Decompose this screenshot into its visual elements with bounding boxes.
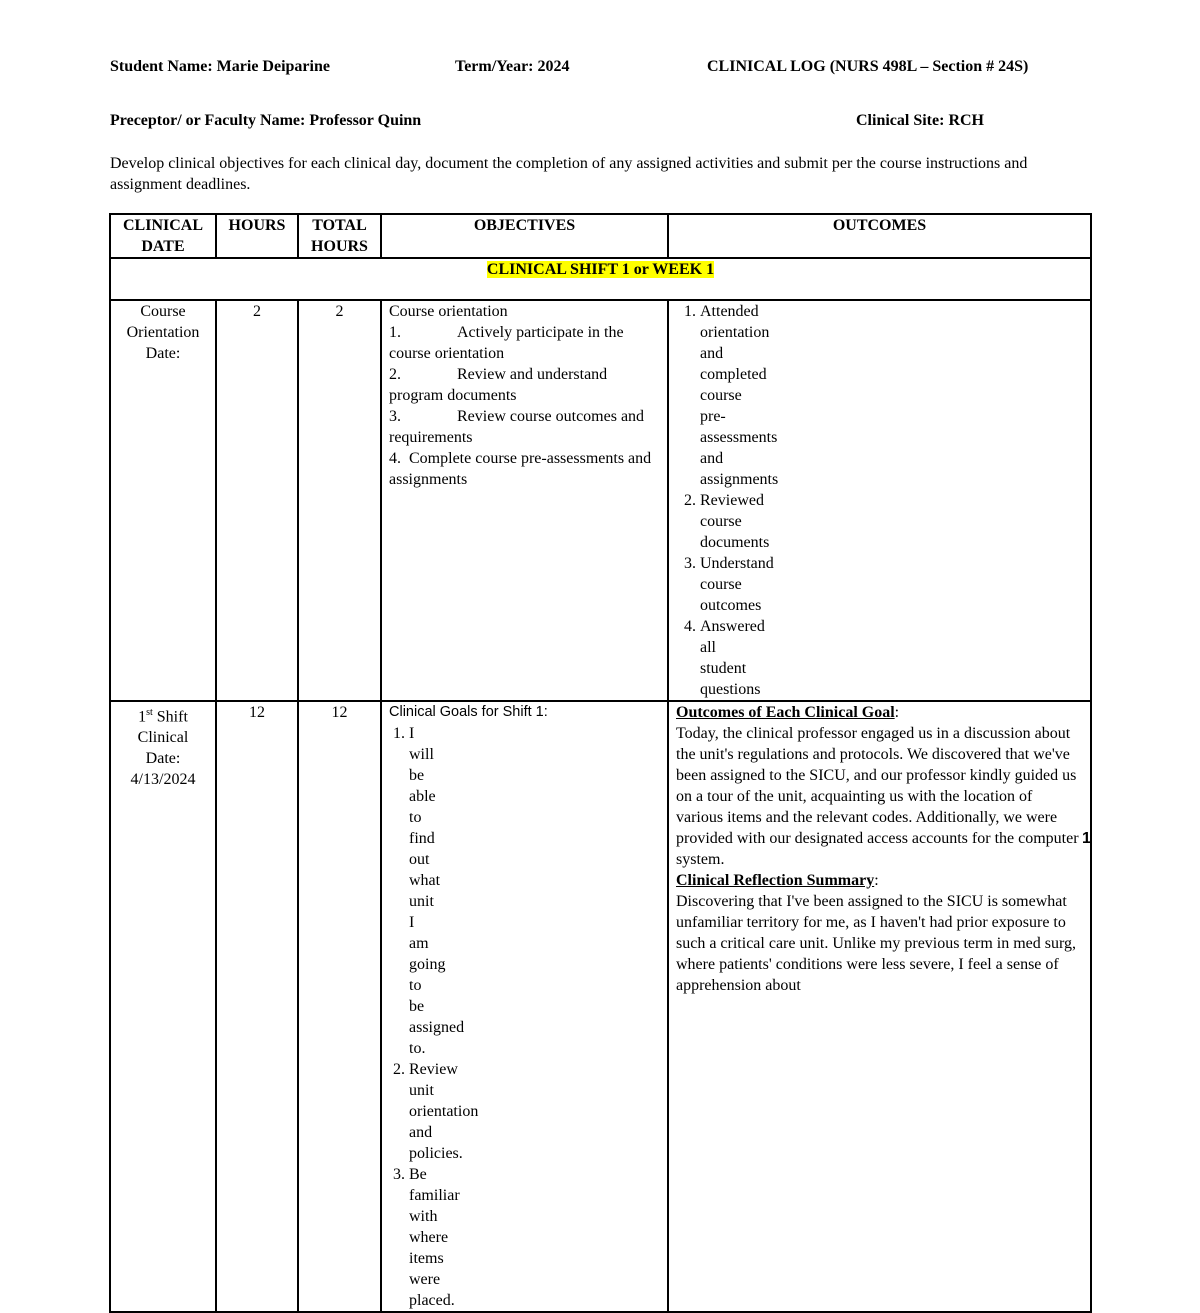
col-total-hours: TOTAL HOURS — [298, 214, 381, 258]
table-row — [110, 701, 1091, 1312]
row2-total-hours: 12 — [298, 701, 381, 1312]
clinical-log-table — [109, 213, 1092, 1313]
row1-date: Course Orientation Date: — [110, 300, 216, 701]
reflection-text: Discovering that I've been assigned to the SICU is somewhat unfamiliar territory for me, as I haven't had prior exposure to such a critical care unit. Unlike my previous term in med surg, where patients' conditions were less severe, I feel a sense of apprehension about — [676, 893, 1077, 994]
page-number: 1 — [1082, 830, 1091, 847]
clinical-log-title: CLINICAL LOG (NURS 498L – Section # 24S) — [707, 58, 1029, 75]
col-hours: HOURS — [216, 214, 298, 258]
outcome-item: 2. Reviewed course documents — [700, 490, 718, 553]
row2-objectives: Clinical Goals for Shift 1: 1. I will be able to find out what unit I am going to be assigned to. 2. Review unit orientation and policies. 3. Be familiar with where items were placed. — [381, 701, 668, 1312]
row2-hours: 12 — [216, 701, 298, 1312]
section-row — [110, 258, 1091, 300]
objective-item: 3. Review course outcomes and requirements — [389, 408, 645, 446]
clinical-site: Clinical Site: RCH — [856, 112, 984, 129]
student-name: Student Name: Marie Deiparine — [110, 58, 330, 75]
objective-item: 3. Be familiar with where items were placed. — [409, 1164, 427, 1311]
objective-item: 2. Review and understand program documents — [389, 366, 608, 404]
objective-item: 1. I will be able to find out what unit I am going to be assigned to. — [409, 723, 427, 1059]
row2-outcomes: Outcomes of Each Clinical Goal: Today, the clinical professor engaged us in a discussion about the unit's regulations and protocols. We discovered that we've been assigned to the SICU, and our professor kindly guided us on a tour of the unit, acquainting us with the location of various items and the relevant codes. Additionally, we were provided with our designated access accounts for the computer system. Clinical Reflection Summary: Discovering that I've been assigned to the SICU is somewhat unfamiliar territory for me, as I haven't had prior exposure to such a critical care unit. Unlike my previous term in med surg, where patients' conditions were less severe, I feel a sense of apprehension about — [668, 701, 1091, 1312]
outcome-item: 4. Answered all student questions — [700, 616, 718, 700]
instructions-paragraph: Develop clinical objectives for each clinical day, document the completion of any assigned activities and submit per the course instructions and assignment deadlines. — [110, 155, 1028, 193]
outcomes-heading: Outcomes of Each Clinical Goal — [676, 704, 895, 721]
section-title: CLINICAL SHIFT 1 or WEEK 1 — [486, 261, 715, 278]
preceptor-name: Preceptor/ or Faculty Name: Professor Quinn — [110, 112, 422, 129]
objective-item: 1. Actively participate in the course orientation — [389, 324, 624, 362]
reflection-heading: Clinical Reflection Summary — [676, 872, 875, 889]
term-year: Term/Year: 2024 — [455, 58, 570, 75]
row1-objectives: Course orientation 1. Actively participate in the course orientation 2. Review and understand program documents 3. Review course outcomes and requirements 4. Complete course pre-assessments and assignments — [381, 300, 668, 701]
col-objectives: OBJECTIVES — [381, 214, 668, 258]
objective-item: 2. Review unit orientation and policies. — [409, 1059, 427, 1164]
row1-total-hours: 2 — [298, 300, 381, 701]
outcome-item: 1. Attended orientation and completed course pre-assessments and assignments — [700, 301, 718, 490]
outcome-item: 3. Understand course outcomes — [700, 553, 718, 616]
col-clinical-date: CLINICAL DATE — [110, 214, 216, 258]
row2-date: 1st Shift Clinical Date: 4/13/2024 — [110, 701, 216, 1312]
row1-hours: 2 — [216, 300, 298, 701]
table-row — [110, 300, 1091, 701]
col-outcomes: OUTCOMES — [668, 214, 1091, 258]
row1-outcomes — [668, 300, 1091, 701]
outcomes-text: Today, the clinical professor engaged us in a discussion about the unit's regulations and protocols. We discovered that we've been assigned to the SICU, and our professor kindly guided us on a tour of the unit, acquainting us with the location of various items and the relevant codes. Additionally, we were provided with our designated access accounts for the computer system. — [676, 725, 1079, 868]
objective-item: 4. Complete course pre-assessments and assignments — [389, 450, 652, 488]
table-header-row — [110, 214, 1091, 258]
